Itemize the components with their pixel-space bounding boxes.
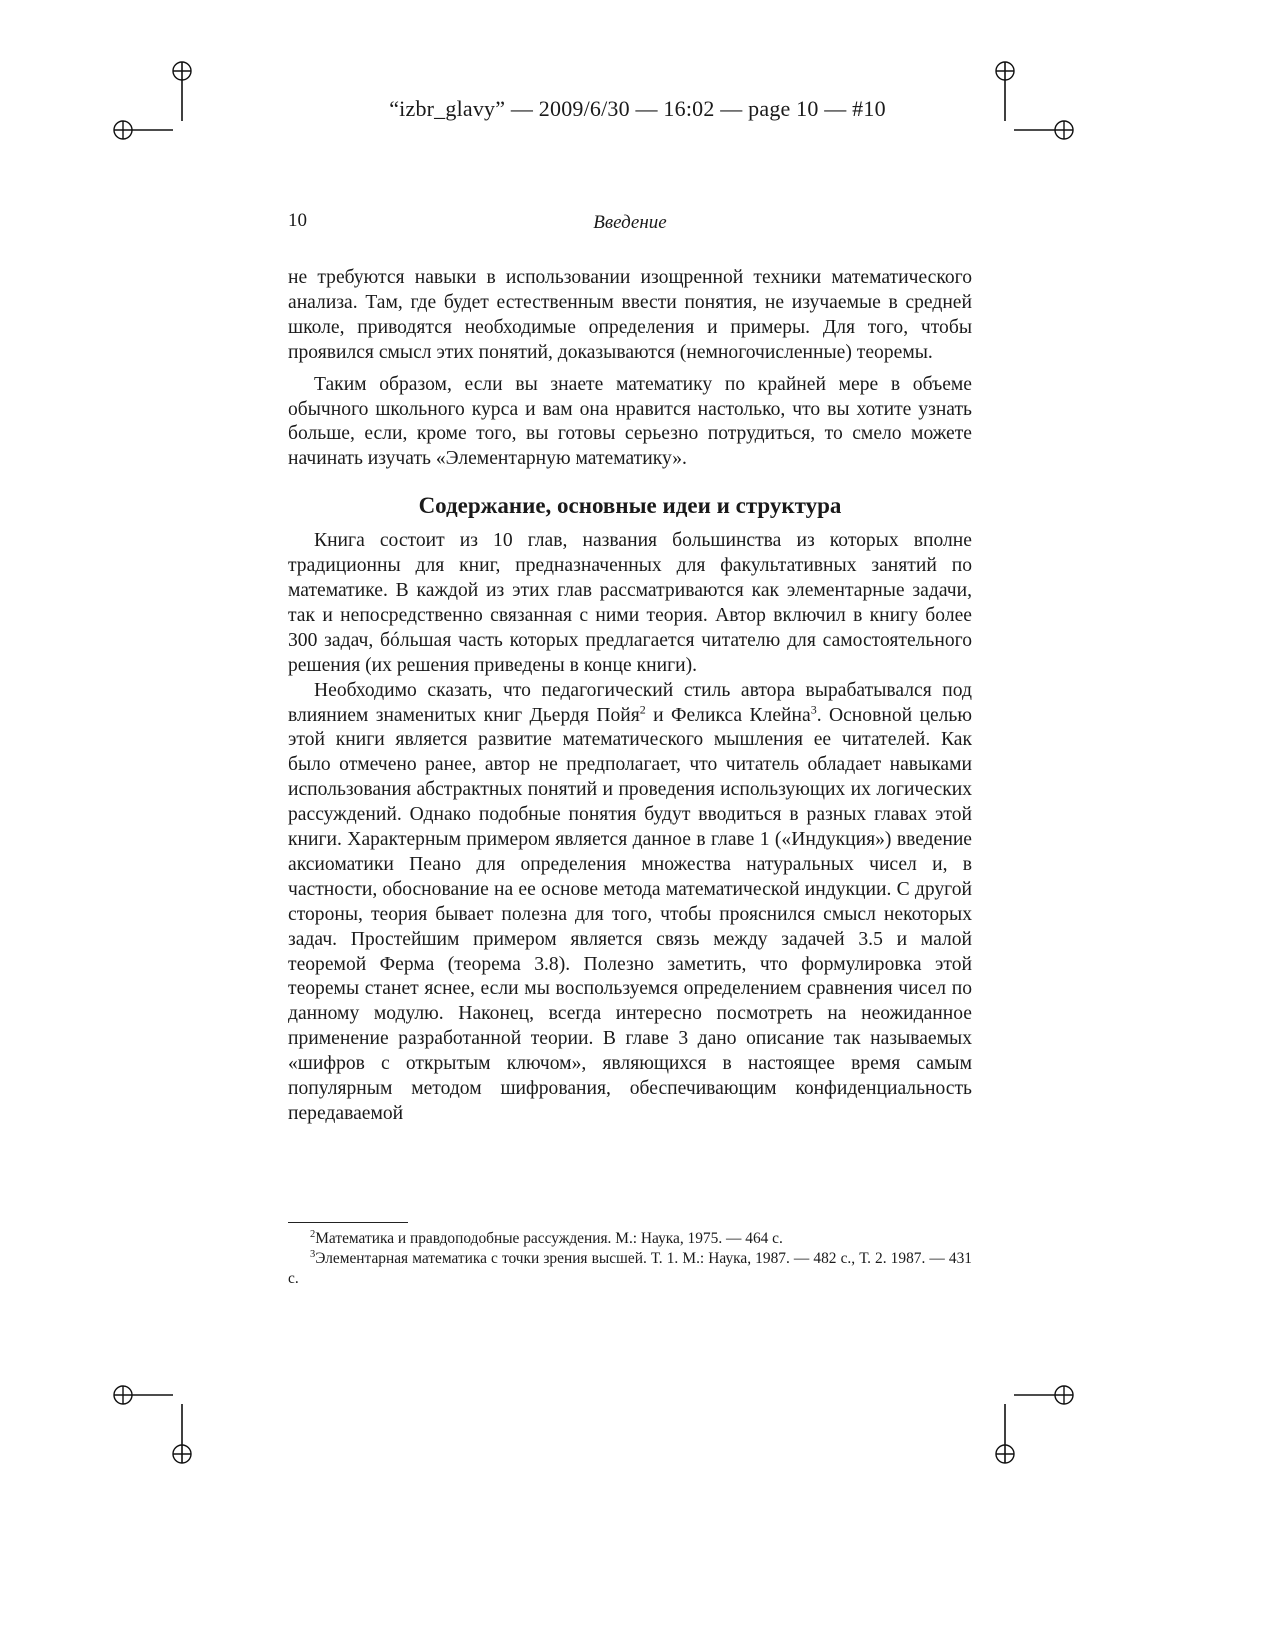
paragraph: Книга состоит из 10 глав, названия большинства из которых вполне традиционны для книг, предназначенных для факультативных занятий по математике. В каждой из этих глав рассматриваются как элементарные задачи, так и непосредственно связанная с ними теория. Автор включил в книгу более 300 задач, бóльшая часть которых предлагается читателю для самостоятельного решения (их решения приведены в конце книги). <box>288 530 972 676</box>
paragraph-text: . Основной целью этой книги является развитие математического мышления ее читателей. Как было отмечено ранее, автор не предполагает, что читатель обладает навыками использования абстрактных понятий и проведения использующих их логических рассуждений. Однако подобные понятия будут вводиться в разных главах этой книги. Характерным примером является данное в главе 1 («Индукция») введение аксиоматики Пеано для определения множества натуральных чисел и, в частности, обоснование на ее основе метода математической индукции. С другой стороны, теория бывает полезна для того, чтобы прояснился смысл некоторых задач. Простейшим примером является связь между задачей 3.5 и малой теоремой Ферма (теорема 3.8). Полезно заметить, что формулировка этой теоремы станет яснее, если мы воспользуемся определением сравнения чисел по данному модулю. Наконец, всегда интересно посмотреть на неожиданное применение разработанной теории. В главе 3 дано описание так называемых «шифров с открытым ключом», являющихся в настоящее время самым популярным методом шифрования, обеспечивающим конфиденциальность передаваемой <box>288 704 972 1124</box>
paragraph-text: Необходимо сказать, что педагогический стиль автора вырабатывался под влиянием знаменитых книг Дьердя Пойя <box>288 679 972 726</box>
footnote-mark: 3 <box>310 1248 316 1260</box>
footnote-mark: 2 <box>310 1228 316 1240</box>
page-number: 10 <box>288 210 307 231</box>
paragraph <box>288 679 972 1127</box>
footnote <box>288 1249 972 1289</box>
crop-mark-bottom-left <box>110 1382 200 1472</box>
footnote <box>288 1229 972 1249</box>
footnotes <box>288 1229 972 1289</box>
footnote-text: Элементарная математика с точки зрения высшей. Т. 1. М.: Наука, 1987. — 482 с., Т. 2. 1987. — 431 с. <box>288 1250 972 1287</box>
paragraph-text: и Феликса Клейна <box>645 704 811 726</box>
footnote-rule <box>288 1222 408 1223</box>
footnote-ref: 2 <box>639 701 646 716</box>
footnote-text: Математика и правдоподобные рассуждения. М.: Наука, 1975. — 464 с. <box>315 1230 783 1247</box>
crop-mark-bottom-right <box>992 1382 1082 1472</box>
running-head-title: Введение <box>593 212 667 233</box>
section-heading: Содержание, основные идеи и структура <box>418 493 842 519</box>
print-slug-line: “izbr_glavy” — 2009/6/30 — 16:02 — page 10 — #10 <box>389 96 886 121</box>
paragraph-continued: не требуются навыки в использовании изощренной техники математического анализа. Там, где будет естественным ввести понятия, не изучаемые в средней школе, приводятся необходимые определения и примеры. Для того, чтобы проявился смысл этих понятий, доказываются (немногочисленные) теоремы. <box>288 267 972 363</box>
footnote-ref: 3 <box>810 701 817 716</box>
main-text <box>288 266 972 1127</box>
paragraph: Таким образом, если вы знаете математику по крайней мере в объеме обычного школьного курса и вам она нравится настолько, что вы хотите узнать больше, если, кроме того, вы готовы серьезно потрудиться, то смело можете начинать изучать «Элементарную математику». <box>288 373 972 470</box>
